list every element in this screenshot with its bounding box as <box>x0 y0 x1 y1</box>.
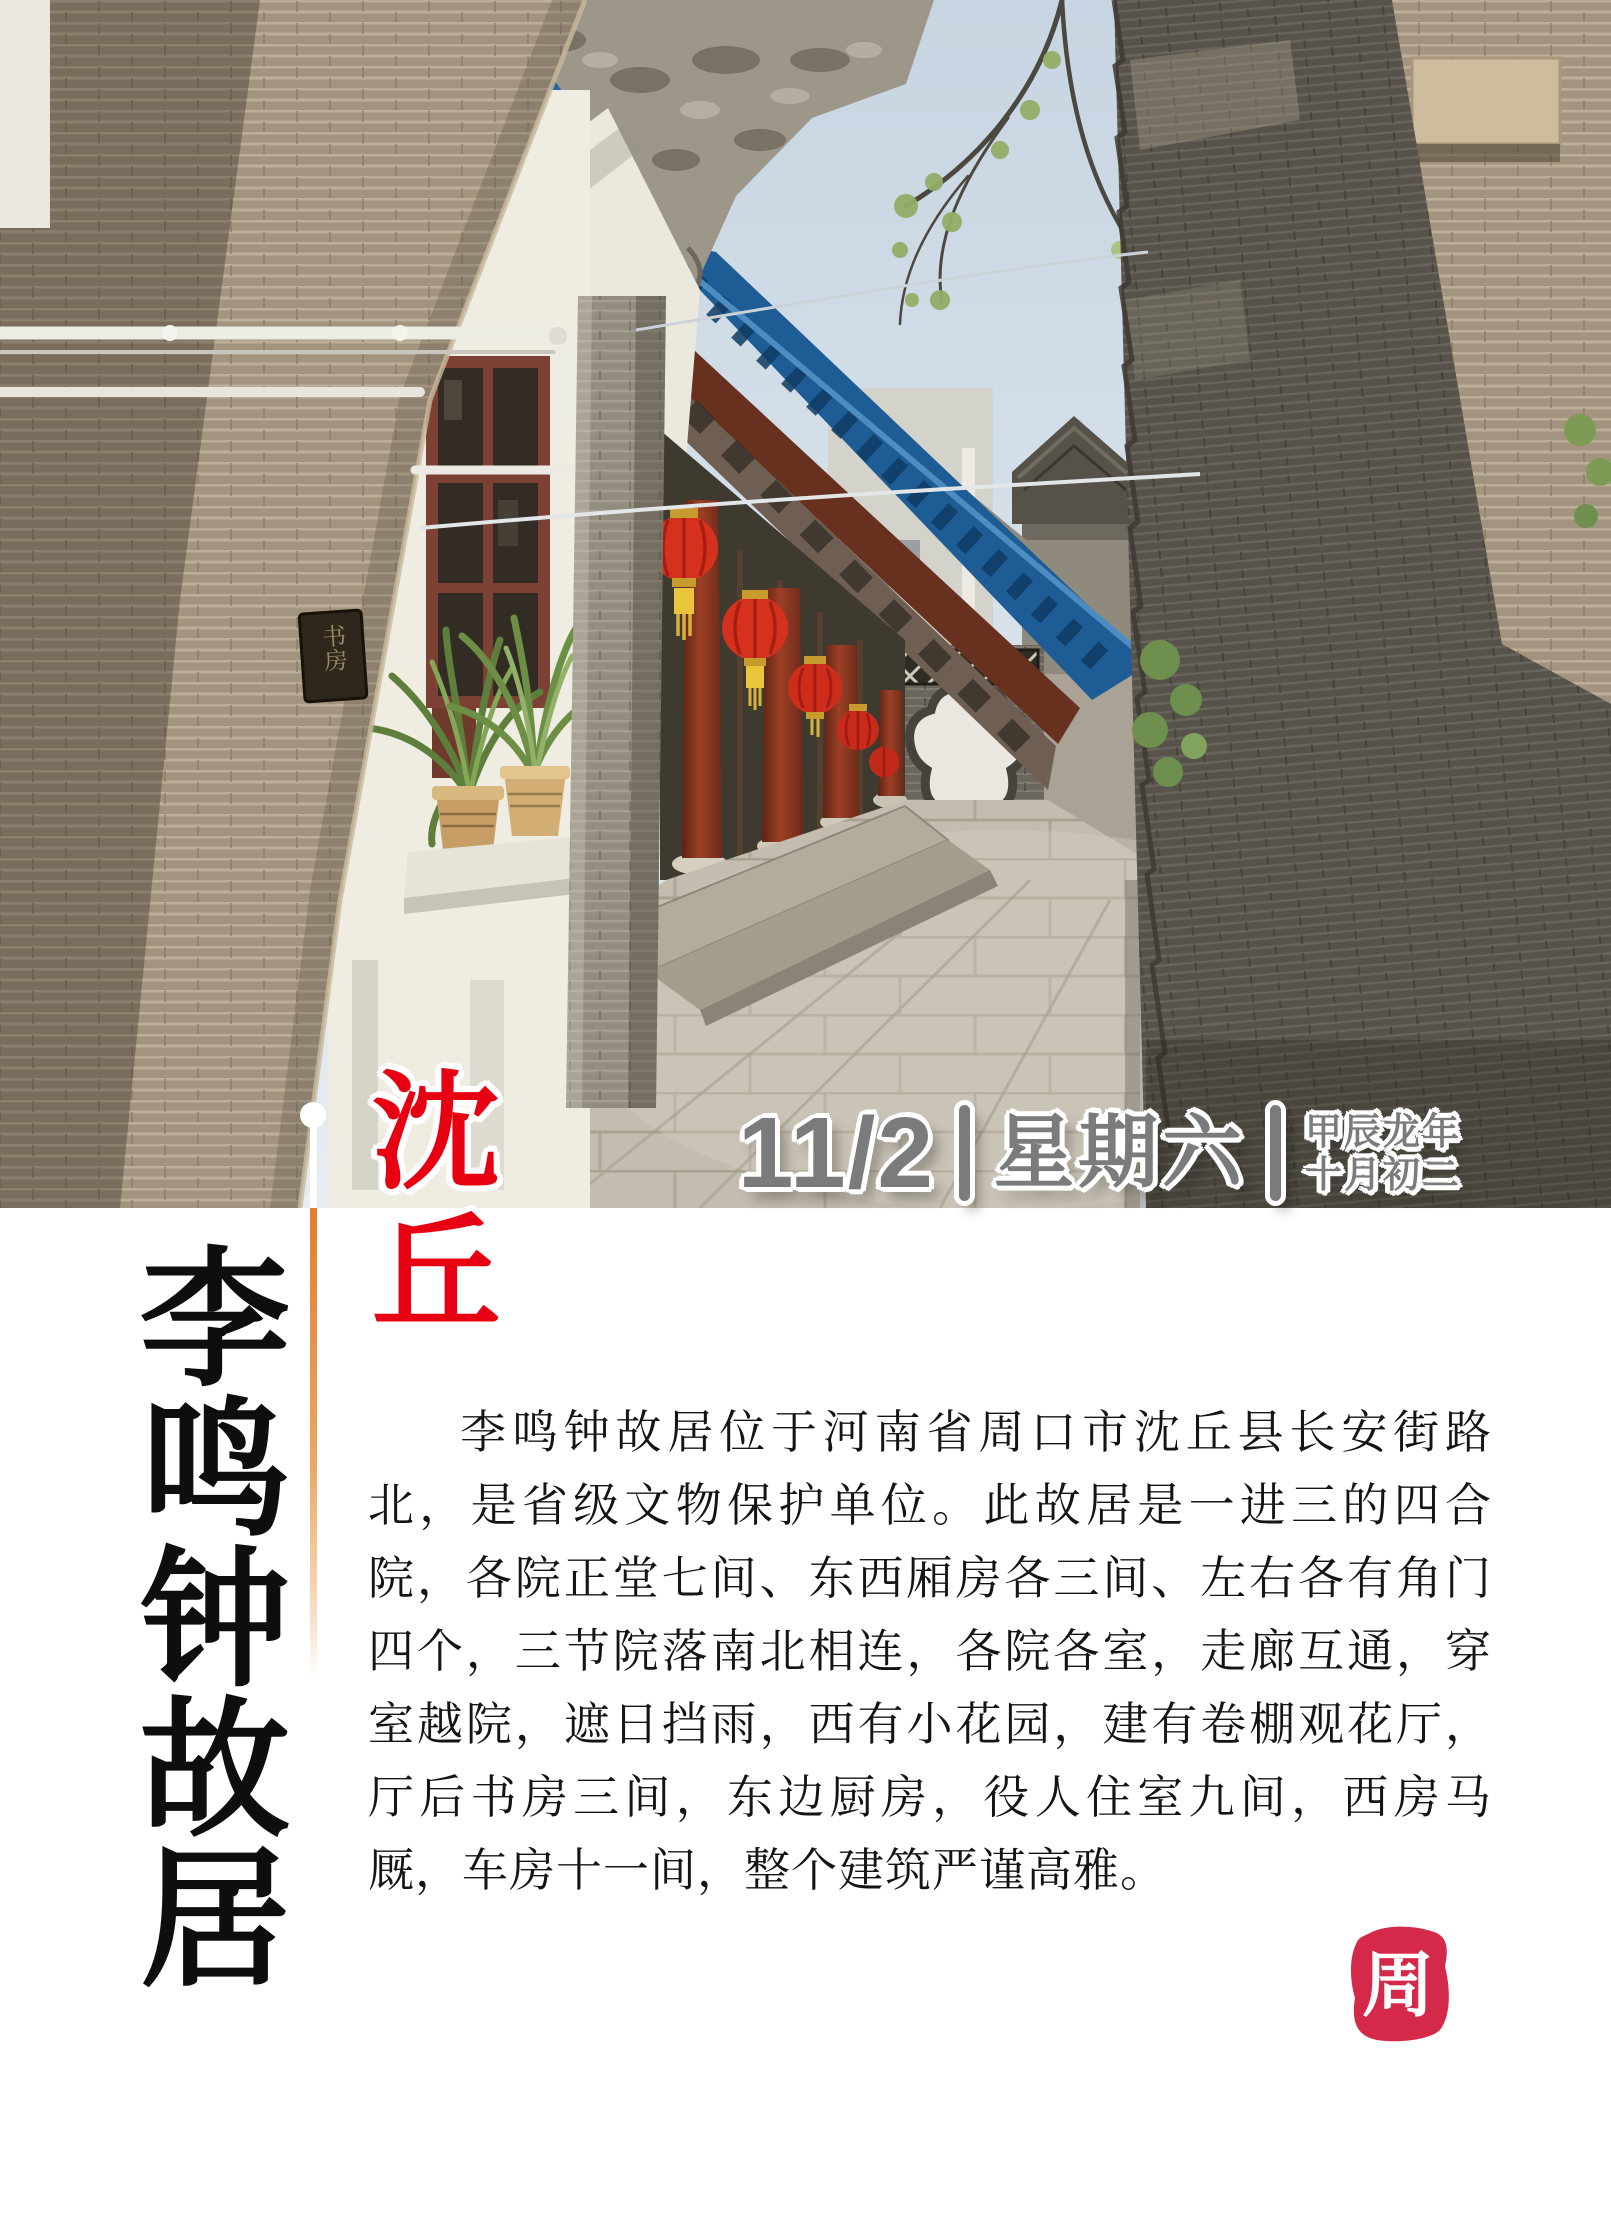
article-paragraph: 李鸣钟故居位于河南省周口市沈丘县长安街路北，是省级文物保护单位。此故居是一进三的四合院，各院正堂七间、东西厢房各三间、左右各有角门四个，三节院落南北相连，各院各室，走廊互通，穿室越院，遮日挡雨，西有小花园，建有卷棚观花厅，厅后书房三间，东边厨房，役人住室九间，西房马厩，车房十一间，整个建筑严谨高雅。 <box>368 1406 1492 1896</box>
seal-character: 周 <box>1361 1942 1435 2027</box>
separator-bar <box>1270 1105 1281 1201</box>
date-number: 11/2 <box>737 1097 935 1209</box>
weekday-label: 星期六 <box>994 1108 1246 1197</box>
lunar-date <box>1305 1113 1461 1193</box>
study-plaque <box>299 610 367 702</box>
lunar-day: 十月初二 <box>1305 1154 1461 1195</box>
location-label: 沈丘 <box>350 1064 500 1348</box>
plaque-text: 书房 <box>316 623 349 673</box>
lunar-year: 甲辰龙年 <box>1305 1111 1461 1152</box>
date-overlay <box>738 1098 1461 1208</box>
marker-line-white <box>310 1114 317 1208</box>
brick-pillar <box>566 296 666 1108</box>
seal-stamp <box>1346 1922 1450 2044</box>
marker-line-orange <box>310 1208 317 1678</box>
separator-bar <box>959 1105 970 1201</box>
page-title: 李鸣钟故居 <box>114 1240 290 1990</box>
